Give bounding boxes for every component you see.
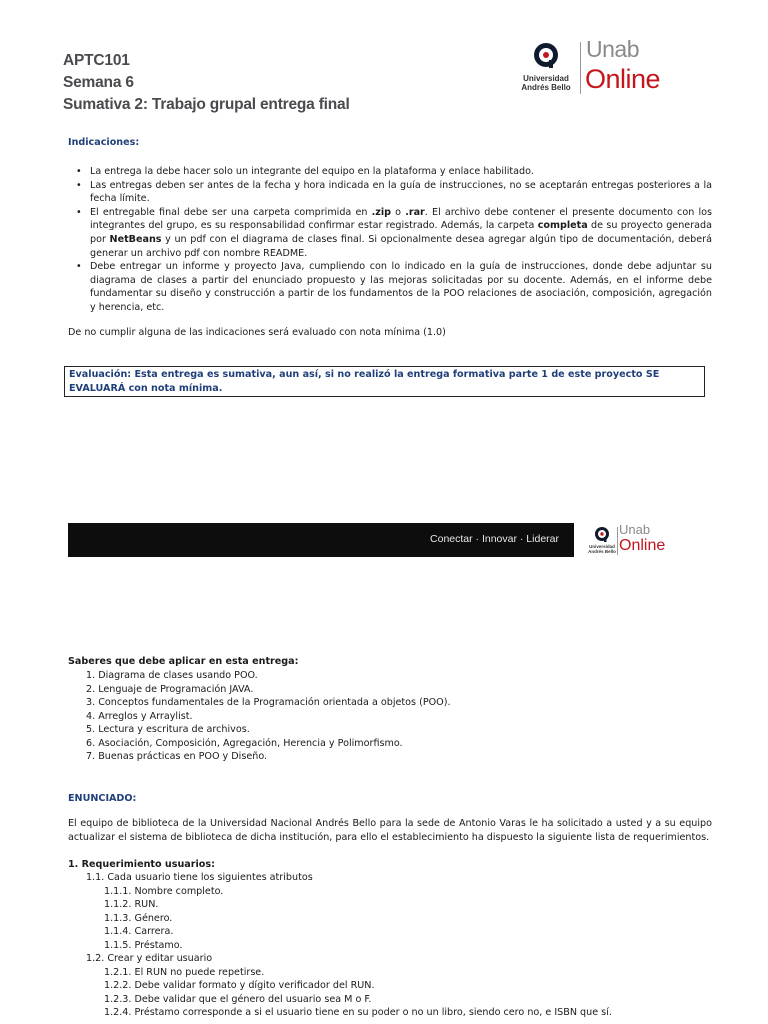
enunciado-heading: ENUNCIADO:	[68, 793, 137, 804]
requirement-line: 1.1.1. Nombre completo.	[104, 886, 224, 897]
saberes-item: 2. Lenguaje de Programación JAVA.	[86, 684, 254, 695]
list-item: • La entrega la debe hacer solo un integrante del equipo en la plataforma y enlace habilitado.	[90, 165, 712, 179]
requirement-line: 1.2.3. Debe validar que el género del usuario sea M o F.	[104, 994, 372, 1005]
university-name-small: Universidad Andrés Bello	[588, 544, 616, 554]
saberes-item: 3. Conceptos fundamentales de la Programación orientada a objetos (POO).	[86, 697, 451, 708]
indicaciones-note: De no cumplir alguna de las indicaciones será evaluado con nota mínima (1.0)	[68, 327, 446, 338]
logo-online-text: Online	[585, 64, 661, 94]
list-item: • El entregable final debe ser una carpeta comprimida en .zip o .rar. El archivo debe contener el presente documento con los integrantes del grupo, es su responsabilidad confirmar estar registrado. Además, la carpeta completa de su proyecto generada por NetBeans y un pdf con el diagrama de clases final. Si opcionalmente desea agregar algún tipo de documentación, deberá generar un archivo pdf con nombre README.	[90, 206, 712, 260]
evaluation-notice: Evaluación: Esta entrega es sumativa, aun así, si no realizó la entrega formativa parte 1 de este proyecto SE EVALUARÁ con nota mínima.	[64, 366, 705, 397]
enunciado-text: El equipo de biblioteca de la Universidad Nacional Andrés Bello para la sede de Antonio Varas le ha solicitado a usted y a su equipo actualizar el sistema de biblioteca de dicha institución, para ello el establecimiento ha dispuesto la siguiente lista de requerimientos.	[68, 818, 712, 843]
saberes-item: 1. Diagrama de clases usando POO.	[86, 670, 258, 681]
unab-online-logo	[515, 38, 675, 98]
indicaciones-heading: Indicaciones:	[68, 137, 140, 148]
logo-online-text-small: Online	[619, 537, 666, 554]
course-code: APTC101	[63, 52, 130, 69]
saberes-heading: Saberes que debe aplicar en esta entrega:	[68, 656, 299, 667]
requirement-line: 1.1.5. Préstamo.	[104, 940, 183, 951]
saberes-item: 6. Asociación, Composición, Agregación, Herencia y Polimorfismo.	[86, 738, 403, 749]
unab-emblem-small-icon	[588, 524, 616, 546]
requirement-line: 1.2.2. Debe validar formato y dígito verificador del RUN.	[104, 980, 375, 991]
requirement-line: 1.2. Crear y editar usuario	[86, 953, 213, 964]
saberes-item: 5. Lectura y escritura de archivos.	[86, 724, 250, 735]
logo-unab-text-small: Unab	[619, 522, 651, 537]
saberes-item: 4. Arreglos y Arraylist.	[86, 711, 193, 722]
requirement-line: 1.2.4. Préstamo corresponde a si el usuario tiene en su poder o no un libro, siendo cero no, e ISBN que sí.	[104, 1007, 612, 1018]
logo-unab-text: Unab	[586, 36, 639, 62]
document-title: Sumativa 2: Trabajo grupal entrega final	[63, 96, 350, 113]
requerimiento-heading: 1. Requerimiento usuarios:	[68, 859, 215, 870]
logo-divider-small	[617, 527, 618, 555]
document-header	[63, 50, 350, 116]
requirement-line: 1.2.1. El RUN no puede repetirse.	[104, 967, 265, 978]
saberes-item: 7. Buenas prácticas en POO y Diseño.	[86, 751, 268, 762]
indicaciones-list	[90, 165, 712, 315]
requirement-line: 1.1.2. RUN.	[104, 899, 159, 910]
list-item: • Debe entregar un informe y proyecto Java, cumpliendo con lo indicado en la guía de instrucciones, donde debe adjuntar su diagrama de clases a partir del enunciado propuesto y las mejoras solicitadas por su docente. Además, en el informe debe fundamentar su diseño y construcción a partir de los fundamentos de la POO relaciones de asociación, composición, agregación y herencia, etc.	[90, 260, 712, 314]
week-label: Semana 6	[63, 74, 134, 91]
requirement-line: 1.1.3. Género.	[104, 913, 173, 924]
logo-divider	[580, 42, 581, 94]
requirement-line: 1.1. Cada usuario tiene los siguientes atributos	[86, 872, 313, 883]
university-name: Universidad Andrés Bello	[521, 74, 571, 92]
list-item: • Las entregas deben ser antes de la fecha y hora indicada en la guía de instrucciones, no se aceptarán entregas posteriores a la fecha límite.	[90, 179, 712, 206]
unab-emblem-icon	[515, 38, 577, 74]
requirement-line: 1.1.4. Carrera.	[104, 926, 174, 937]
brand-band	[68, 523, 574, 557]
unab-online-small-logo	[588, 524, 678, 558]
tagline: Conectar · Innovar · Liderar	[430, 533, 559, 545]
